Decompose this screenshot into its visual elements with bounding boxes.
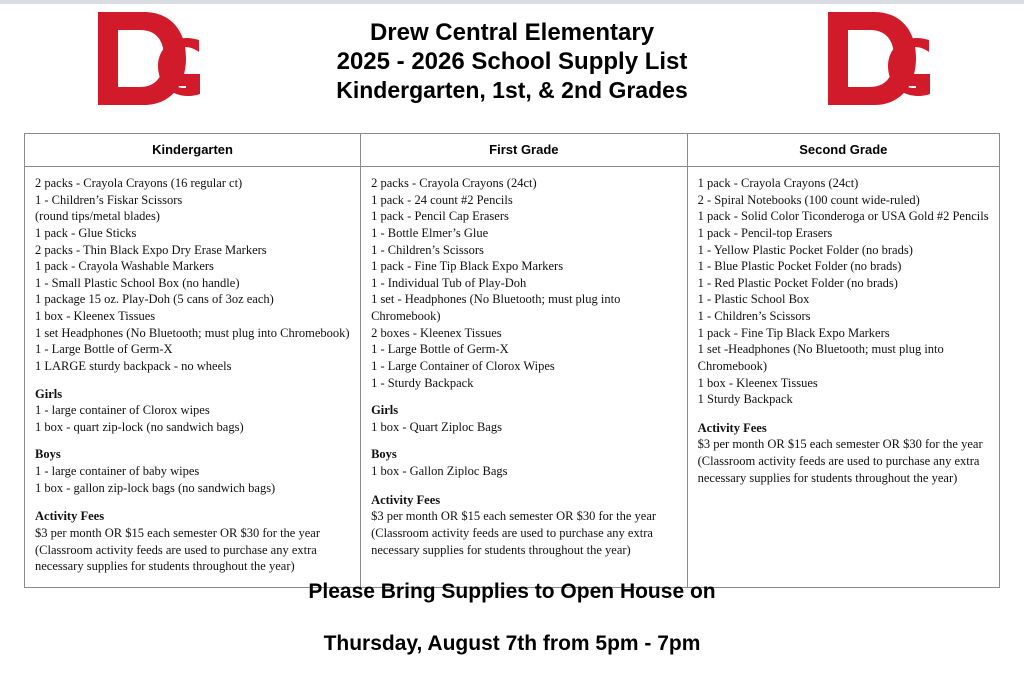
column-header-second-grade: Second Grade <box>687 134 999 167</box>
supply-list-table <box>24 133 1000 588</box>
list-item: 1 - large container of baby wipes <box>35 464 200 478</box>
list-item: 1 - Yellow Plastic Pocket Folder (no brads) <box>697 242 913 257</box>
list-item: 1 set Headphones (No Bluetooth; must plug into Chromebook) <box>35 325 350 340</box>
list-item: 1 package 15 oz. Play-Doh (5 cans of 3oz each) <box>35 292 274 307</box>
table-row <box>25 167 999 588</box>
first-grade-supply-cell <box>361 167 688 588</box>
list-item: 1 box - Kleenex Tissues <box>35 309 156 323</box>
list-item: 1 pack - Solid Color Ticonderoga or USA Gold #2 Pencils <box>697 209 989 224</box>
list-item: 1 box - Gallon Ziploc Bags <box>371 464 508 478</box>
drew-central-dc-logo-right <box>822 8 930 110</box>
list-item: 1 set - Headphones (No Bluetooth; must plug into Chromebook) <box>371 292 621 323</box>
list-item: 1 - Large Container of Clorox Wipes <box>371 358 555 373</box>
list-item: 1 pack - Fine Tip Black Expo Markers <box>371 259 564 274</box>
list-item: 1 - Children’s Scissors <box>371 242 484 257</box>
title-line-year: 2025 - 2026 School Supply List <box>336 47 688 75</box>
activity-fees-amount: $3 per month OR $15 each semester OR $30 for the year <box>35 525 320 540</box>
column-header-first-grade: First Grade <box>361 134 688 167</box>
list-item: 1 - Sturdy Backpack <box>371 375 474 390</box>
activity-fees-note: (Classroom activity feeds are used to purchase any extra necessary supplies for students throughout the year) <box>35 542 317 574</box>
list-item: 1 - large container of Clorox wipes <box>35 403 210 418</box>
boys-section-title: Boys <box>35 447 61 462</box>
list-item: 1 box - gallon zip-lock bags (no sandwich bags) <box>35 480 276 495</box>
document-footer <box>0 580 1024 656</box>
list-item: 1 box - quart zip-lock (no sandwich bags) <box>35 419 244 434</box>
boys-section-title: Boys <box>371 447 397 462</box>
list-item: 1 Sturdy Backpack <box>697 392 793 407</box>
title-line-grades: Kindergarten, 1st, & 2nd Grades <box>336 77 688 104</box>
list-item: 1 pack - Glue Sticks <box>35 225 137 240</box>
activity-fees-note: (Classroom activity feeds are used to purchase any extra necessary supplies for students throughout the year) <box>697 454 980 485</box>
list-item: 2 packs - Thin Black Expo Dry Erase Markers <box>35 242 267 257</box>
girls-section-title: Girls <box>371 403 399 418</box>
list-item: 2 boxes - Kleenex Tissues <box>371 325 502 340</box>
page-title <box>336 18 687 105</box>
list-item: 1 - Individual Tub of Play-Doh <box>371 275 527 290</box>
column-header-kindergarten: Kindergarten <box>25 134 361 167</box>
list-item: 1 - Bottle Elmer’s Glue <box>371 225 489 240</box>
list-item: 1 pack - Fine Tip Black Expo Markers <box>697 325 890 340</box>
list-item: 1 - Children’s Fiskar Scissors <box>35 192 183 207</box>
activity-fees-amount: $3 per month OR $15 each semester OR $30 for the year <box>697 437 983 452</box>
list-item: 1 pack - Crayola Crayons (24ct) <box>697 176 859 190</box>
list-item: 1 - Large Bottle of Germ-X <box>371 342 509 357</box>
table-header-row <box>25 134 999 167</box>
girls-section-title: Girls <box>35 386 63 401</box>
activity-fees-amount: $3 per month OR $15 each semester OR $30 for the year <box>371 509 657 524</box>
list-item: 1 pack - Pencil-top Erasers <box>697 225 833 240</box>
activity-fees-title: Activity Fees <box>35 509 105 524</box>
list-item: 1 box - Quart Ziploc Bags <box>371 419 502 434</box>
activity-fees-section <box>698 420 989 487</box>
list-item: 1 - Red Plastic Pocket Folder (no brads) <box>697 275 898 290</box>
title-line-school: Drew Central Elementary <box>369 18 655 46</box>
activity-fees-note: (Classroom activity feeds are used to purchase any extra necessary supplies for students throughout the year) <box>371 525 653 557</box>
list-item: 2 - Spiral Notebooks (100 count wide-ruled) <box>697 192 920 207</box>
list-item: 2 packs - Crayola Crayons (16 regular ct) <box>35 176 243 190</box>
list-item: 1 pack - Crayola Washable Markers <box>35 259 214 274</box>
list-item: 1 pack - Pencil Cap Erasers <box>371 209 509 224</box>
list-item: 1 LARGE sturdy backpack - no wheels <box>35 358 232 373</box>
footer-date-time-line: Thursday, August 7th from 5pm - 7pm <box>323 632 701 655</box>
list-item: 1 - Children’s Scissors <box>697 309 811 323</box>
document-header <box>0 0 1024 120</box>
second-grade-supply-cell <box>687 167 999 588</box>
list-item: 1 pack - 24 count #2 Pencils <box>371 192 513 207</box>
footer-open-house-line: Please Bring Supplies to Open House on <box>308 580 716 603</box>
activity-fees-title: Activity Fees <box>371 492 441 507</box>
activity-fees-section <box>35 508 350 575</box>
list-item: 1 box - Kleenex Tissues <box>697 375 818 390</box>
drew-central-dc-logo-left <box>92 8 200 110</box>
kindergarten-supply-cell <box>25 167 361 588</box>
list-item: 1 - Blue Plastic Pocket Folder (no brads) <box>697 259 902 274</box>
list-item: 1 - Plastic School Box <box>697 292 810 307</box>
list-item: 1 - Small Plastic School Box (no handle) <box>35 275 240 290</box>
list-item: (round tips/metal blades) <box>35 209 160 224</box>
list-item: 1 set -Headphones (No Bluetooth; must plug into Chromebook) <box>697 342 944 373</box>
list-item: 2 packs - Crayola Crayons (24ct) <box>371 176 537 190</box>
list-item: 1 - Large Bottle of Germ-X <box>35 342 173 357</box>
activity-fees-section <box>371 492 677 559</box>
activity-fees-title: Activity Fees <box>697 420 767 435</box>
